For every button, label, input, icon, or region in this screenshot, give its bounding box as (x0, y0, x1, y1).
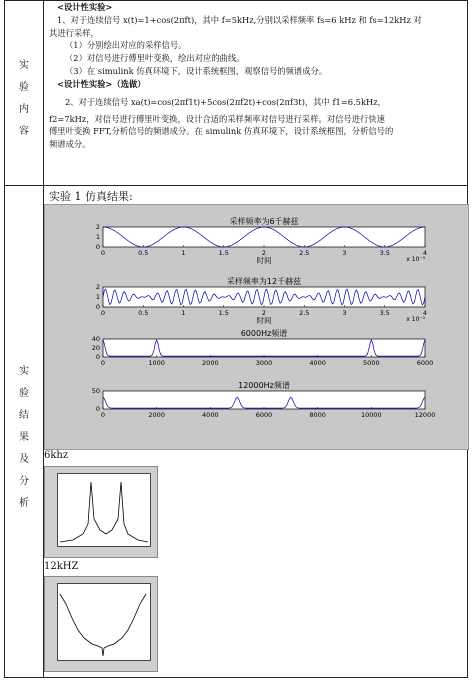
y-tick-label: 2 (95, 283, 100, 291)
matlab-figure (44, 204, 469, 450)
y-tick-label: 0 (95, 243, 100, 251)
label-char: 实 (19, 60, 29, 71)
results-title: 实验 1 仿真结果: (49, 190, 133, 203)
subplot-title: 6000Hz频谱 (240, 329, 288, 338)
subplot-title: 采样频率为12千赫兹 (226, 277, 302, 286)
x-tick-label: 0 (100, 249, 106, 257)
paragraph-line: 傅里叶变换 FFT,分析信号的频谱成分。在 simulink 仿真环境下，设计系统框图，分析信号的 (49, 126, 394, 137)
subplot-axes (103, 339, 425, 357)
y-tick-label: 50 (91, 387, 100, 395)
y-tick-label: 0 (95, 353, 100, 361)
content-text (49, 1, 463, 151)
content-label (5, 55, 43, 143)
label-char: 分 (19, 476, 29, 487)
x-tick-label: 2 (261, 249, 267, 257)
caption-6khz: 6khz (44, 450, 69, 461)
figure-canvas (45, 205, 468, 449)
x-tick-label: 1 (181, 309, 186, 317)
x-tick-label: 2 (261, 309, 267, 317)
paragraph-line: （3）在 simulink 仿真环境下，设计系统框图，观察信号的频谱成分。 (65, 65, 328, 76)
x-tick-label: 2.5 (299, 249, 310, 257)
x-tick-label: 1.5 (218, 249, 229, 257)
x-tick-label: 3 (342, 309, 347, 317)
x-tick-label: 2000 (202, 359, 219, 367)
thumb-6khz (44, 466, 158, 558)
x-tick-label: 3.5 (379, 249, 390, 257)
y-tick-label: 20 (91, 344, 100, 352)
paragraph-line: （1）分别绘出对应的采样信号。 (65, 40, 187, 51)
x-tick-label: 1000 (148, 359, 165, 367)
x-axis-label: 时间 (256, 316, 272, 325)
x-tick-label: 1 (181, 249, 186, 257)
x-tick-label: 3 (342, 249, 347, 257)
x-tick-label: 12000 (414, 411, 436, 419)
paragraph-line: 其进行采样， (49, 27, 99, 38)
x-exponent: x 10⁻³ (406, 256, 425, 263)
thumb-12khz (44, 576, 158, 672)
x-axis-label: 时间 (256, 256, 272, 265)
subplot-axes (103, 227, 425, 247)
y-tick-label: 1 (95, 293, 100, 301)
x-exponent: x 10⁻³ (406, 316, 425, 323)
paragraph-line: （2）对信号进行傅里叶变换，绘出对应的曲线。 (65, 53, 245, 64)
x-tick-label: 10000 (360, 411, 382, 419)
paragraph-line: f2=7kHz，对信号进行傅里叶变换，设计合适的采样频率对信号进行采样。对信号进行快速 (49, 113, 385, 124)
y-tick-label: 0 (95, 405, 100, 413)
section-heading: <设计性实验> (57, 2, 113, 12)
paragraph-line: 频谱成分。 (49, 139, 91, 150)
label-char: 验 (19, 388, 29, 399)
section-heading: <设计性实验>（选做） (57, 78, 146, 89)
x-tick-label: 2000 (148, 411, 165, 419)
label-char: 及 (19, 454, 29, 465)
x-tick-label: 4000 (309, 359, 326, 367)
subplot-title: 12000Hz频谱 (238, 381, 290, 390)
x-tick-label: 6000 (255, 411, 273, 419)
results-label (5, 361, 43, 515)
y-tick-label: 0 (95, 303, 100, 311)
label-char: 验 (19, 82, 29, 93)
x-tick-label: 8000 (309, 411, 326, 419)
x-tick-label: 4 (422, 309, 428, 317)
label-char: 容 (19, 126, 29, 137)
label-char: 实 (19, 366, 29, 377)
x-tick-label: 1.5 (218, 309, 229, 317)
x-tick-label: 0.5 (138, 309, 149, 317)
x-tick-label: 0.5 (138, 249, 149, 257)
label-char: 内 (19, 104, 29, 115)
x-tick-label: 4000 (202, 411, 219, 419)
caption-12khz: 12kHZ (44, 561, 79, 572)
x-tick-label: 5000 (363, 359, 380, 367)
label-char: 析 (19, 498, 29, 509)
paragraph-line: 2、对于连续信号 xa(t)=cos(2πf1t)+5cos(2πf2t)+cos(2πf3t)，其中 f1=6.5kHz， (65, 96, 386, 107)
x-tick-label: 0 (100, 359, 106, 367)
content-row (5, 1, 467, 186)
y-tick-label: 40 (91, 335, 100, 343)
x-tick-label: 2.5 (299, 309, 310, 317)
x-tick-label: 0 (100, 309, 106, 317)
x-tick-label: 3.5 (379, 309, 390, 317)
paragraph-line: 1、对于连续信号 x(t)=1+cos(2πft)，其中 f=5kHz,分别以采样频率 fs=6 kHz 和 fs=12kHz 对 (57, 14, 422, 25)
x-tick-label: 6000 (416, 359, 434, 367)
label-char: 结 (19, 410, 29, 421)
x-tick-label: 3000 (255, 359, 273, 367)
spectrum-12khz-plot (58, 584, 150, 660)
subplot-axes (103, 391, 425, 409)
spectrum-6khz-plot (58, 474, 150, 546)
y-tick-label: 1 (95, 233, 100, 241)
subplot-title: 采样频率为6千赫兹 (229, 217, 299, 226)
label-char: 果 (19, 432, 29, 443)
x-tick-label: 0 (100, 411, 106, 419)
x-tick-label: 4 (422, 249, 428, 257)
y-tick-label: 2 (95, 223, 100, 231)
